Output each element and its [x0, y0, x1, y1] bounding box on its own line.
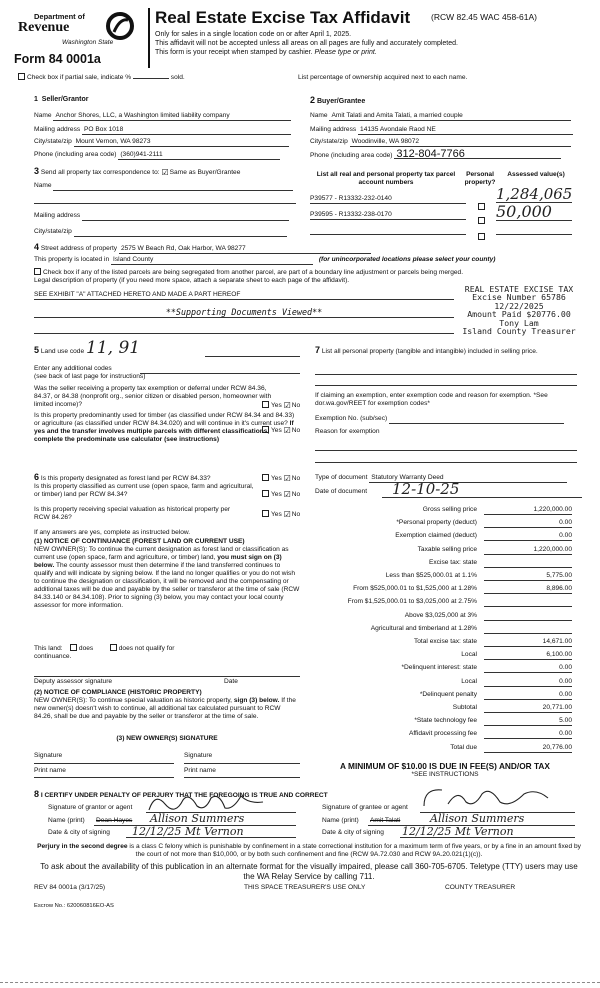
grantee-print-handwritten: Allison Summers	[430, 812, 525, 825]
land-use-line	[205, 356, 300, 357]
forest-question: 6 Is this property designated as forest land per RCW 84.33?	[34, 472, 211, 482]
form-number: Form 84 0001a	[14, 52, 101, 66]
tax-row-label: *Delinquent penalty	[419, 690, 477, 698]
parcel-number-field[interactable]: P39595 - R13332-238-0170	[310, 211, 466, 220]
tax-row-label: *State technology fee	[414, 717, 477, 725]
tax-row-label: *Personal property (deduct)	[396, 519, 477, 527]
section3-correspondence: 3 Send all property tax correspondence to: ☑Same as Buyer/Grantee	[34, 166, 241, 177]
exemption-no-row: Exemption No. (sub/sec)	[315, 415, 564, 424]
new-owner-signature-line	[34, 763, 174, 764]
assessed-value-field[interactable]: 1,284,065	[496, 185, 573, 203]
exemption-yes-checkbox[interactable]	[262, 401, 269, 408]
new-owner-signature-label: Signature	[34, 752, 63, 759]
document-date-row: Date of document	[315, 488, 368, 495]
parcel-row	[310, 195, 466, 204]
see-instructions: *SEE INSTRUCTIONS	[411, 771, 479, 778]
exemption-claim-label: If claiming an exemption, enter exemption code and reason for exemption. *See dor.wa.gov/REET for exemption codes*	[315, 392, 548, 407]
seller-name-field[interactable]: Anchor Shores, LLC, a Washington limited liability company	[53, 112, 291, 121]
grantor-print-handwritten: Allison Summers	[150, 812, 245, 825]
compliance-heading: (2) NOTICE OF COMPLIANCE (HISTORIC PROPERTY)	[34, 689, 202, 696]
tax-row-value[interactable]: 5.00	[484, 717, 572, 726]
tax-row-value[interactable]: 14,671.00	[484, 638, 572, 647]
buyer-name-field[interactable]: Amit Talati and Amita Talati, a married couple	[329, 112, 571, 121]
buyer-heading: 2 Buyer/Grantee	[310, 95, 366, 105]
same-as-buyer-checkbox[interactable]: ☑	[161, 168, 169, 177]
section3-city-row: City/state/zip	[34, 228, 287, 237]
deputy-date-label: Date	[224, 678, 238, 685]
tax-row-label: Exemption claimed (deduct)	[395, 532, 477, 540]
new-owner-signature-heading: (3) NEW OWNER(S) SIGNATURE	[116, 735, 218, 742]
buyer-mailing-row: Mailing address 14135 Avondale Raod NE	[310, 126, 573, 135]
tax-row-label: Less than $525,000.01 at 1.1%	[385, 572, 477, 579]
tax-row-value[interactable]	[484, 559, 572, 568]
grantee-signature-label: Signature of grantee or agent	[322, 804, 408, 811]
tax-row-label: From $1,525,000.01 to $3,025,000 at 2.75%	[347, 598, 477, 606]
county-treasurer: COUNTY TREASURER	[445, 884, 516, 891]
continuance-text: NEW OWNER(S): To continue the current designation as forest land or classification as current use (open space, farm and agriculture, or timber) land, you must sign on (3) below. The county assessor must then determine if the land transferred continues to qualify and will indicate by signing below. If the land no longer qualifies or you do not wish to continue the designation or classification, it will be removed and the compensating or additional taxes will be due and payable by the seller or transferor at the time of sale (RCW 84.33.140 or 84.34.108). Prior to signing (3) below, you may contact your local county assessor for more information.	[34, 546, 300, 609]
tax-row-label: Total due	[450, 743, 477, 751]
certify-statement: 8 I CERTIFY UNDER PENALTY OF PERJURY THAT THE FOREGOING IS TRUE AND CORRECT	[34, 789, 328, 799]
parcel-col-header: List all real and personal property tax parcel account numbers	[316, 171, 456, 186]
compliance-text: NEW OWNER(S): To continue special valuation as historic property, sign (3) below. If the new owner(s) doesn't wish to continue, all additional tax calculated pursuant to RCW 84.26, shall be due and payable by the seller or transferor at the time of sale.	[34, 697, 296, 720]
treasurer-use-only: THIS SPACE TREASURER'S USE ONLY	[244, 884, 366, 891]
additional-codes-label: Enter any additional codes	[34, 365, 112, 372]
document-date-field[interactable]: 12-10-25	[382, 481, 582, 498]
header-notice-1: Only for sales in a single location code on or after April 1, 2025.	[155, 31, 352, 38]
seller-mailing-field[interactable]: PO Box 1018	[82, 126, 291, 135]
seller-heading: 1 Seller/Grantor	[34, 96, 89, 103]
land-use-field[interactable]: 11, 91	[86, 338, 141, 358]
tax-row-value[interactable]: 6,100.00	[484, 651, 572, 660]
tax-row-value[interactable]	[484, 598, 572, 607]
section3-mailing-field[interactable]	[82, 212, 289, 221]
exemption-question: Was the seller receiving a property tax exemption or deferral under RCW 84.36, 84.37, or 84.38 (nonprofit org., senior citizen or disabled person, homeowner with limited income)?	[34, 385, 272, 408]
deputy-signature-line	[34, 676, 300, 677]
new-owner-print-line	[34, 777, 174, 778]
exemption-reason-label: Reason for exemption	[315, 428, 380, 435]
new-owner-signature-line	[184, 763, 300, 764]
parcel-row-empty	[310, 234, 466, 235]
grantee-date-label: Date & city of signing	[322, 829, 384, 836]
section3-city-field[interactable]	[74, 228, 287, 237]
new-owner-signature-label: Signature	[184, 752, 213, 759]
legal-line-3	[34, 333, 454, 334]
dept-line3: Washington State	[62, 39, 114, 46]
tax-row-value[interactable]: 0.00	[484, 730, 572, 739]
tax-row-value[interactable]: 20,771.00	[484, 704, 572, 713]
parcel-row	[310, 211, 466, 220]
current-use-question: Is this property classified as current use (open space, farm and agricultural, or timber) land per RCW 84.34?	[34, 483, 254, 498]
dor-logo	[16, 10, 134, 50]
tax-row-value[interactable]: 0.00	[484, 691, 572, 700]
parcel-number-field[interactable]: P39577 - R13332-232-0140	[310, 195, 466, 204]
tax-row-label: Local	[461, 677, 477, 685]
tax-row-label: Excise tax: state	[428, 558, 477, 566]
grantor-signature-label: Signature of grantor or agent	[48, 804, 133, 811]
tax-row-label: *Delinquent interest: state	[401, 664, 477, 672]
forest-no-checkbox[interactable]: ☑	[283, 474, 291, 483]
new-owner-print-line	[184, 777, 300, 778]
timber-question: Is this property predominantly used for timber (as classified under RCW 84.34 and 84.33) or agriculture (as classified under RCW 84.34.020) and will continue in it's current use? If yes and the transfer involves multiple parcels with different classifications, complete the predominate use calculator (see instructions)	[34, 412, 295, 443]
county-row: This property is located in Island County (for unincorporated locations please select your county)	[34, 256, 496, 263]
tax-row-label: Agricultural and timberland at 1.28%	[370, 624, 477, 632]
grantor-signature-scribble	[145, 790, 295, 814]
forest-yes-no: Yes ☑No	[262, 474, 300, 483]
assessed-col-header: Assessed value(s)	[507, 171, 565, 178]
new-owner-print-label: Print name	[34, 767, 66, 774]
personal-property-line	[315, 385, 577, 386]
section3-name-row: Name	[34, 182, 293, 191]
additional-codes-line	[140, 373, 300, 374]
forest-yes-checkbox[interactable]	[262, 474, 269, 481]
historic-yes-no: Yes ☑No	[262, 510, 300, 519]
buyer-name-row: Name Amit Talati and Amita Talati, a married couple	[310, 112, 571, 121]
grantee-date-city-handwritten: 12/12/25 Mt Vernon	[402, 825, 514, 838]
revenue-logo-icon	[106, 12, 134, 40]
dept-line2: Revenue	[18, 20, 70, 35]
tax-row-value[interactable]: 1,220,000.00	[484, 546, 572, 555]
current-use-yes-no: Yes ☑No	[262, 490, 300, 499]
tax-row-label: Local	[461, 651, 477, 659]
excise-stamp: REAL ESTATE EXCISE TAX Excise Number 65786 12/22/2025 Amount Paid $20776.00 Tony Lam Island County Treasurer	[462, 284, 576, 337]
historic-no-checkbox[interactable]: ☑	[283, 510, 291, 519]
tax-row-label: Subtotal	[452, 704, 477, 711]
does-not-qualify-checkbox[interactable]	[110, 644, 117, 651]
page-bottom-border	[0, 982, 600, 983]
buyer-mailing-field[interactable]: 14135 Avondale Raod NE	[358, 126, 573, 135]
grantor-date-city-handwritten: 12/12/25 Mt Vernon	[132, 825, 244, 838]
supporting-documents-note: **Supporting Documents Viewed**	[34, 307, 454, 318]
seller-city-field[interactable]: Mount Vernon, WA 98273	[74, 138, 289, 147]
seller-city-row: City/state/zip Mount Vernon, WA 98273	[34, 138, 289, 147]
legal-description-field[interactable]: SEE EXHIBIT "A" ATTACHED HERETO AND MADE A PART HEREOF	[34, 291, 454, 300]
grantor-name-struck: Dean Hayes	[96, 817, 133, 824]
continuance-word: continuance.	[34, 653, 72, 660]
personal-property-checkbox[interactable]	[478, 226, 487, 244]
alternate-format-notice: To ask about the availability of this publication in an alternate format for the visually impaired, please call 360-705-6705. Teletype (TTY) users may use the WA Relay Service by calling 711.	[40, 862, 578, 881]
tax-row-value[interactable]: 20,776.00	[484, 744, 572, 753]
ownership-note: List percentage of ownership acquired next to each name.	[298, 74, 468, 81]
minimum-due-notice: A MINIMUM OF $10.00 IS DUE IN FEE(S) AND/OR TAX	[340, 761, 550, 771]
tax-row-value[interactable]: 5,775.00	[484, 572, 572, 581]
tax-row-value[interactable]: 0.00	[484, 532, 572, 541]
document-type-field[interactable]: Statutory Warranty Deed	[369, 474, 567, 483]
continuance-heading: (1) NOTICE OF CONTINUANCE (FOREST LAND OR CURRENT USE)	[34, 538, 245, 545]
assessed-value-field[interactable]: 50,000	[496, 203, 572, 221]
buyer-phone-row: Phone (including area code) 312-804-7766	[310, 150, 561, 160]
tax-row-label: Above $3,025,000 at 3%	[404, 611, 477, 619]
timber-yes-checkbox[interactable]	[262, 426, 269, 433]
street-field[interactable]: 2575 W Beach Rd, Oak Harbor, WA 98277	[119, 245, 371, 254]
if-any-yes: If any answers are yes, complete as instructed below.	[34, 529, 191, 536]
tax-row-value[interactable]: 0.00	[484, 664, 572, 673]
partial-sale-row: Check box if partial sale, indicate % sold.	[18, 73, 185, 82]
buyer-phone-field[interactable]: 312-804-7766	[394, 150, 561, 159]
document-type-row: Type of document Statutory Warranty Deed	[315, 474, 567, 483]
grantee-name-label: Name (print)	[322, 817, 359, 824]
exemption-reason-line	[315, 450, 577, 451]
does-qualify-checkbox[interactable]	[70, 644, 77, 651]
grantee-signature-scribble	[418, 784, 578, 812]
tax-row-value[interactable]: 0.00	[484, 678, 572, 687]
grantor-date-label: Date & city of signing	[48, 829, 110, 836]
personal-property-list-label: 7 List all personal property (tangible and intangible) included in selling price.	[315, 345, 538, 355]
section3-name-field[interactable]	[53, 182, 293, 191]
partial-sale-checkbox[interactable]	[18, 73, 25, 80]
street-row: 4 Street address of property 2575 W Beach Rd, Oak Harbor, WA 98277	[34, 243, 371, 254]
header-notice-2: This affidavit will not be accepted unless all areas on all pages are fully and accurately completed.	[155, 40, 458, 47]
tax-row-label: From $525,000.01 to $1,525,000 at 1.28%	[353, 585, 477, 593]
buyer-city-field[interactable]: Woodinville, WA 98072	[350, 138, 571, 147]
deputy-signature-label: Deputy assessor signature	[34, 678, 113, 685]
historic-yes-checkbox[interactable]	[262, 510, 269, 517]
this-land-row: This land: does does not qualify for	[34, 645, 175, 652]
current-use-no-checkbox[interactable]: ☑	[283, 490, 291, 499]
exemption-yes-no: Yes ☑No	[262, 401, 300, 410]
header-notice-3: This form is your receipt when stamped by cashier. Please type or print.	[155, 49, 377, 56]
form-title: Real Estate Excise Tax Affidavit	[155, 8, 411, 27]
additional-codes-note: (see back of last page for instructions)	[34, 373, 146, 380]
seller-name-row: Name Anchor Shores, LLC, a Washington limited liability company	[34, 112, 296, 121]
grantee-name-struck: Amit Talati	[370, 817, 401, 824]
segregation-checkbox[interactable]	[34, 268, 41, 275]
header-divider	[148, 8, 150, 68]
dept-line1: Department of	[34, 12, 85, 21]
exemption-no-field[interactable]	[389, 415, 564, 424]
exemption-reason-line	[315, 462, 577, 463]
form-revision: REV 84 0001a (3/17/25)	[34, 884, 106, 891]
section3-name-line2	[34, 203, 296, 204]
form-rcw: (RCW 82.45 WAC 458-61A)	[431, 12, 537, 22]
personal-property-line	[315, 374, 577, 375]
grantor-name-label: Name (print)	[48, 817, 85, 824]
new-owner-print-label: Print name	[184, 767, 216, 774]
assessed-value-empty	[496, 234, 572, 235]
section3-mailing-row: Mailing address	[34, 212, 289, 221]
land-use-row: 5 Land use code	[34, 345, 85, 355]
seller-phone-field[interactable]: (360)941-2111	[118, 151, 280, 160]
tax-row-value[interactable]: 0.00	[484, 519, 572, 528]
legal-label: Legal description of property (if you need more space, attach a separate sheet to each page of the affidavit).	[34, 277, 350, 284]
timber-yes-no: Yes ☑No	[262, 426, 300, 435]
tax-row-label: Total excise tax: state	[413, 638, 477, 645]
timber-no-checkbox[interactable]: ☑	[283, 426, 291, 435]
tax-row-label: Affidavit processing fee	[408, 730, 477, 738]
tax-row-label: Gross selling price	[422, 506, 477, 513]
escrow-number: Escrow No.: 620060816EO-AS	[34, 903, 114, 909]
tax-row-value[interactable]	[484, 625, 572, 634]
tax-row-value[interactable]: 8,896.00	[484, 585, 572, 594]
current-use-yes-checkbox[interactable]	[262, 490, 269, 497]
county-field[interactable]: Island County	[111, 256, 313, 265]
buyer-city-row: City/state/zip Woodinville, WA 98072	[310, 138, 571, 147]
historic-question: Is this property receiving special valuation as historical property per RCW 84.26?	[34, 506, 231, 521]
seller-mailing-row: Mailing address PO Box 1018	[34, 126, 291, 135]
exemption-no-checkbox[interactable]: ☑	[283, 401, 291, 410]
perjury-warning: Perjury in the second degree is a class C felony which is punishable by confinement in a state correctional institution for a maximum term of five years, or by a fine in an amount fixed by the court of not more than $10,000, or by both such confinement and fine (RCW 9A.72.030 and RCW 9A.20.021(1)(c)).	[37, 843, 581, 858]
seller-phone-row: Phone (including area code) (360)941-2111	[34, 151, 280, 160]
tax-row-value[interactable]: 1,220,000.00	[484, 506, 572, 515]
tax-row-value[interactable]	[484, 612, 572, 621]
tax-row-label: Taxable selling price	[417, 545, 477, 553]
segregation-row: Check box if any of the listed parcels are being segregated from another parcel, are part of a boundary line adjustment or parcels being merged.	[34, 268, 584, 277]
personal-col-header: Personal property?	[464, 171, 496, 186]
